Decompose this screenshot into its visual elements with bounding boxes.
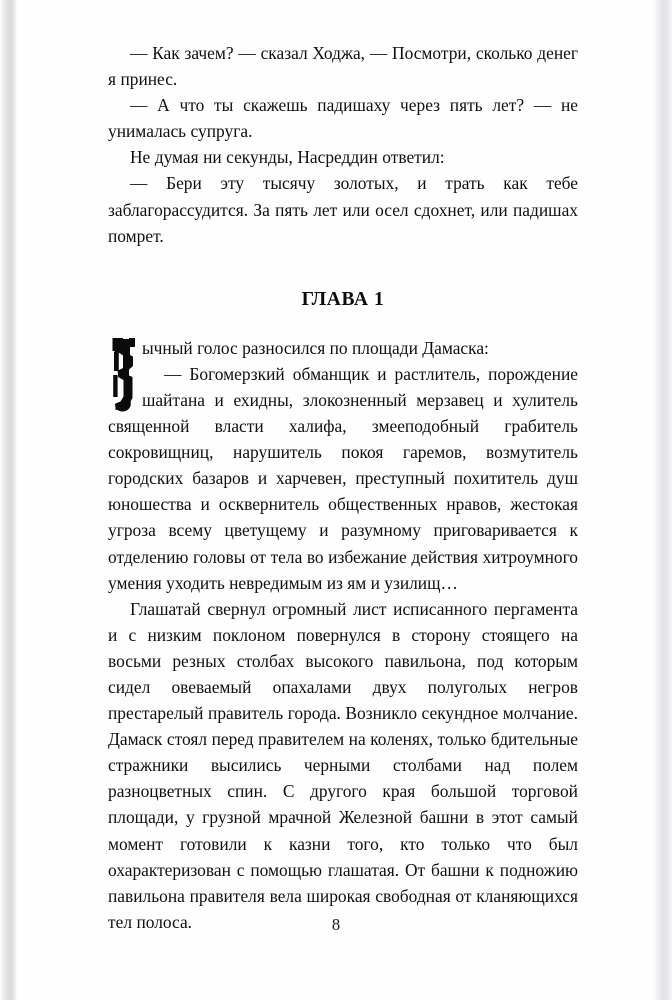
chapter-spacer-below [108,313,578,335]
paragraph-dialogue-2: — А что ты скажешь падишаху через пять лет? — не унималась супруга. [108,95,578,142]
chapter-spacer-above [108,249,578,287]
text-column [108,40,578,935]
dropcap-first-line: ычный голос разносился по площади Дамаска: [142,337,489,358]
paragraph-dialogue-3: — Бери эту тысячу золотых, и трать как тебе заблагорассудится. За пять лет или осел сдохнет, или падишах помрет. [108,173,578,246]
page-left-edge-shadow [0,0,17,1000]
paragraph-narration-1: Не думая ни секунды, Насреддин ответил: [130,147,445,168]
paragraph-dialogue-1: — Как зачем? — сказал Ходжа, — Посмотри, сколько денег я принес. [108,43,578,90]
paragraph-narration-2: Глашатай свернул огромный лист исписанного пергамента и с низким поклоном повернулся в сторону стоящего на восьми резных столбах высокого павильона, под которым сидел овеваемый опахалами двух полуголых негров престарелый правитель города. Возникло секундное молчание. Дамаск стоял перед правителем на коленях, только бдительные стражники высились черными столбами над полем разноцветных спин. С другого края большой торговой площади, у грузной мрачной Железной башни в этот самый момент готовили к казни того, кто только что был охарактеризован с помощью глашатая. От башни к подножию павильона правителя вела широкая свободная от кланяющихся тел полоса. [108,598,578,932]
chapter-heading: ГЛАВА 1 [301,288,385,310]
dropcap-paragraph-remainder: — Богомерзкий обманщик и растлитель, порождение шайтана и ехидны, злокозненный мерзавец и хулитель священной власти халифа, змееподобный грабитель сокровищниц, нарушитель покоя гаремов, возмутитель городских базаров и харчевен, преступный похититель душ юношества и осквернитель общественных нравов, жестокая угроза всему цветущему и разумному приговаривается к отделению головы от тела во избежание действия хитроумного умения уходить невредимым из ям и узилищ… [108,363,578,593]
paragraph-with-dropcap [108,335,578,596]
dropcap-text-wrap [108,336,142,410]
page-right-edge-shadow [653,0,672,1000]
page-number: 8 [331,915,341,934]
